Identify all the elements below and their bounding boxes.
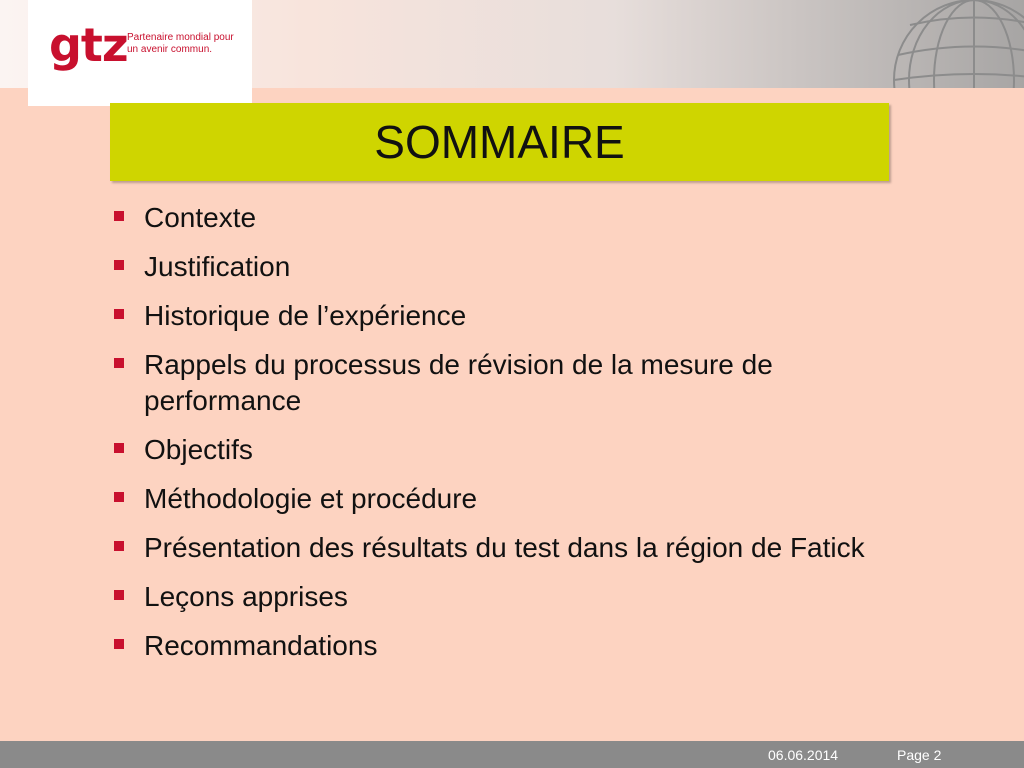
agenda-list [112,200,892,677]
globe-icon [884,0,1024,88]
square-bullet-icon [114,590,124,600]
agenda-item [112,249,892,285]
agenda-item [112,530,892,566]
agenda-item [112,481,892,517]
agenda-item [112,432,892,468]
agenda-item [112,628,892,664]
agenda-item [112,200,892,236]
square-bullet-icon [114,211,124,221]
page-number: Page 2 [897,747,942,763]
tagline-line-1: Partenaire mondial pour [127,32,234,43]
agenda-item-text: Présentation des résultats du test dans la région de Fatick [144,532,865,563]
tagline-line-2: un avenir commun. [127,44,213,55]
agenda-item-text: Historique de l’expérience [144,300,467,331]
agenda-item-text: Leçons apprises [144,581,348,612]
agenda-item-text: Recommandations [144,630,378,661]
square-bullet-icon [114,492,124,502]
square-bullet-icon [114,309,124,319]
square-bullet-icon [114,541,124,551]
agenda-item [112,298,892,334]
square-bullet-icon [114,639,124,649]
square-bullet-icon [114,358,124,368]
agenda-item-text: Objectifs [144,434,253,465]
agenda-item-text: Rappels du processus de révision de la mesure de performance [144,349,773,416]
logo-tagline [127,32,234,56]
agenda-item-text: Justification [144,251,291,282]
footer-bar [0,741,1024,768]
agenda-item-text: Contexte [144,202,257,233]
slide-title-box [110,103,889,181]
slide-title: SOMMAIRE [374,116,625,168]
gtz-logo: gtz [49,18,128,72]
agenda-item [112,347,892,419]
square-bullet-icon [114,260,124,270]
agenda-item-text: Méthodologie et procédure [144,483,478,514]
footer-date: 06.06.2014 [768,747,839,763]
agenda-item [112,579,892,615]
square-bullet-icon [114,443,124,453]
